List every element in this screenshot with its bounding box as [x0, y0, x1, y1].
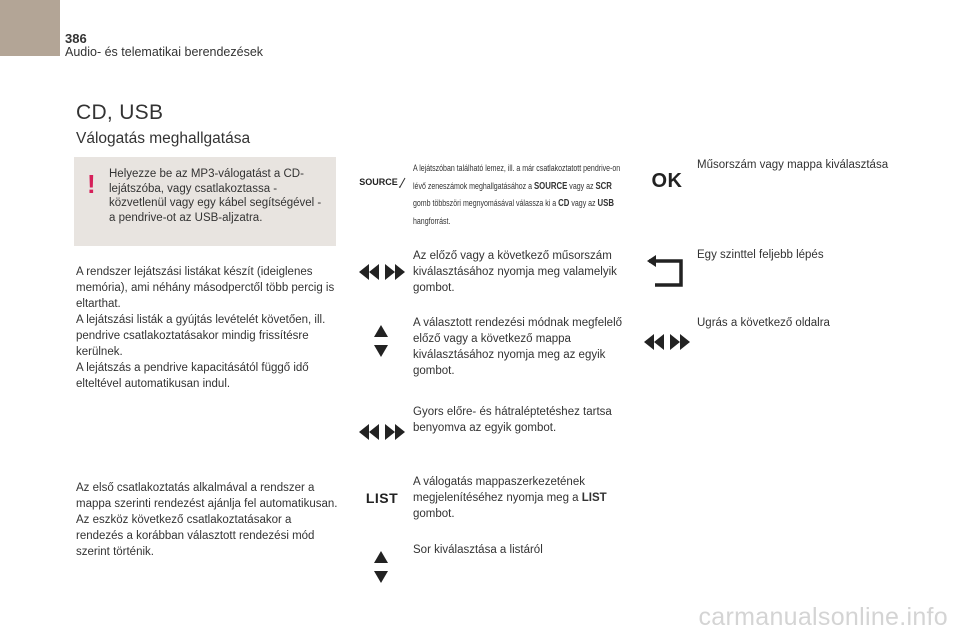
source-button-icon	[358, 174, 408, 190]
page-title: CD, USB	[76, 101, 164, 124]
source-description: A lejátszóban található lemez, ill. a már csatlakoztatott pendrive-on lévő zeneszámok meghallgatásához a SOURCE vagy az SCR gomb többszöri megnyomásával válassza ki a CD vagy az USB hangforrást.	[413, 163, 621, 226]
page-subtitle: Válogatás meghallgatása	[76, 130, 251, 147]
ok-label: OK	[651, 169, 683, 192]
fast-forward-description: Gyors előre- és hátraléptetéshez tartsa benyomva az egyik gombot.	[413, 406, 612, 434]
pen-icon	[398, 177, 407, 188]
section-header: Audio- és telematikai berendezések	[65, 45, 264, 59]
fast-forward-icon	[358, 422, 406, 442]
list-label: LIST	[365, 490, 399, 506]
page-next-icon	[643, 332, 691, 352]
select-list-description: Sor kiválasztása a listáról	[413, 544, 543, 556]
page-next-description: Ugrás a következő oldalra	[697, 317, 830, 329]
intro-paragraph	[76, 264, 338, 392]
up-down-description: A választott rendezési módnak megfelelő előző vagy a következő mappa kiválasztásához nyomja meg az egyik gombot.	[413, 317, 623, 377]
source-label: SOURCE	[359, 177, 398, 187]
page-tab	[0, 0, 60, 56]
list-description: A válogatás mappaszerkezetének megjelenítéséhez nyomja meg a LIST gombot.	[413, 476, 607, 520]
prev-next-description: Az előző vagy a következő műsorszám kiválasztásához nyomja meg valamelyik gombot.	[413, 250, 617, 294]
warning-note	[74, 157, 336, 246]
ok-description: Műsorszám vagy mappa kiválasztása	[697, 159, 889, 171]
up-down-list-icon	[371, 548, 391, 586]
intro-line: A rendszer lejátszási listákat készít (ideiglenes memória), ami néhány másodperctől több percig is eltarthat.	[76, 266, 335, 310]
first-connection-paragraph: Az első csatlakoztatás alkalmával a rendszer a mappa szerinti rendezést ajánlja fel automatikusan. Az eszköz következő csatlakoztatásakor a rendezés a korábban választott rendezési mód szerint történik.	[76, 482, 338, 558]
list-button-icon	[362, 488, 402, 508]
exclamation-icon: !	[87, 169, 96, 199]
note-text: Helyezze be az MP3-válogatást a CD-lejátszóba, vagy csatlakoztassa - közvetlenül vagy egy kábel segítségével - a pendrive-ot az USB-aljzatra.	[109, 168, 322, 224]
prev-next-icon	[358, 262, 406, 282]
back-icon	[645, 252, 685, 290]
intro-line: A lejátszási listák a gyújtás levételét követően, ill. pendrive csatlakoztatásakor mindig frissítésre kerülnek.	[76, 314, 326, 358]
intro-line: A lejátszás a pendrive kapacitásától függő idő elteltével automatikusan indul.	[76, 362, 309, 390]
watermark: carmanualsonline.info	[698, 603, 948, 631]
back-description: Egy szinttel feljebb lépés	[697, 249, 824, 261]
page-number: 386	[65, 31, 87, 46]
ok-button-icon	[645, 168, 689, 194]
up-down-icon	[371, 322, 391, 360]
